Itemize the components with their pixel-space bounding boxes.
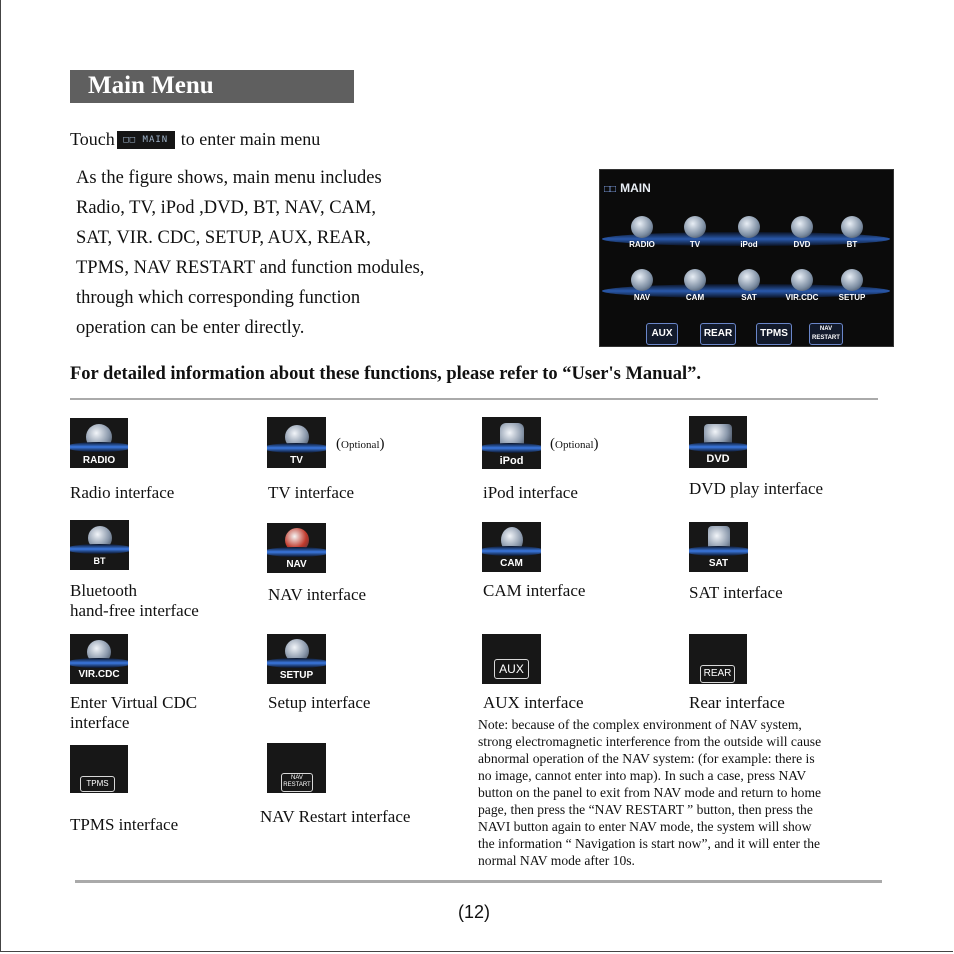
tv-optional-note: (Optional) — [336, 436, 385, 452]
nav-caption: NAV interface — [268, 585, 367, 604]
vircdc-caption-line1: Enter Virtual CDC — [70, 693, 198, 712]
nav-restart-tile — [267, 743, 326, 793]
ipod-tile — [482, 417, 541, 469]
rear-tile-label: REAR — [700, 665, 735, 683]
radio-tile — [70, 418, 128, 468]
screen-rear-button: REAR — [700, 323, 736, 345]
main-button-image: □□ MAIN — [117, 131, 175, 149]
dvd-tile — [689, 416, 747, 468]
nav-note — [478, 716, 878, 869]
setup-tile-label: SETUP — [279, 670, 314, 681]
screen-vircdc-icon: VIR.CDC — [780, 269, 824, 302]
ipod-optional-note: (Optional) — [550, 436, 599, 452]
intro-line: SAT, VIR. CDC, SETUP, AUX, REAR, — [76, 228, 371, 248]
note-line: strong electromagnetic interference from the outside will cause — [478, 734, 822, 749]
screen-bt-icon: BT — [834, 216, 870, 249]
vircdc-tile-label: VIR.CDC — [78, 669, 120, 680]
radio-caption: Radio interface — [70, 483, 175, 502]
vircdc-caption-line2: interface — [70, 713, 130, 732]
bt-caption-line1: Bluetooth — [70, 581, 138, 600]
intro-line: operation can be enter directly. — [76, 318, 305, 338]
screen-tpms-button: TPMS — [756, 323, 792, 345]
bt-tile-label: BT — [93, 556, 106, 566]
intro-line: Radio, TV, iPod ,DVD, BT, NAV, CAM, — [76, 198, 376, 218]
footer-divider — [75, 880, 882, 883]
cam-caption: CAM interface — [483, 581, 586, 600]
rear-tile — [689, 634, 747, 684]
touch-suffix: to enter main menu — [180, 129, 321, 149]
screen-cam-icon: CAM — [677, 269, 713, 302]
screen-title-text: MAIN — [620, 181, 651, 195]
page-number-value: 12 — [464, 902, 485, 922]
nav-restart-tile-label: NAV RESTART — [281, 773, 313, 792]
aux-caption: AUX interface — [483, 693, 584, 712]
nav-restart-caption: NAV Restart interface — [260, 807, 411, 826]
screen-radio-icon: RADIO — [624, 216, 660, 249]
screen-nav-restart-button: NAV RESTART — [809, 323, 843, 345]
bt-tile — [70, 520, 129, 570]
divider — [70, 398, 878, 400]
main-icon: □□ — [604, 184, 617, 195]
screen-ipod-icon: iPod — [731, 216, 767, 249]
tv-tile — [267, 417, 326, 468]
sat-caption: SAT interface — [689, 583, 783, 602]
screen-nav-icon: NAV — [624, 269, 660, 302]
vircdc-tile — [70, 634, 128, 684]
note-line: abnormal operation of the NAV system: (for example: there is — [478, 751, 815, 766]
intro-line: through which corresponding function — [76, 288, 361, 308]
touch-prefix: Touch — [70, 129, 115, 149]
page-number: (12) — [458, 902, 491, 922]
reference-note: For detailed information about these functions, please refer to “User's Manual”. — [70, 364, 702, 384]
intro-line: TPMS, NAV RESTART and function modules, — [76, 258, 425, 278]
cam-tile — [482, 522, 541, 572]
ipod-tile-label: iPod — [499, 455, 524, 467]
tpms-tile-label: TPMS — [80, 776, 115, 792]
touch-instruction — [70, 129, 320, 150]
note-line: the information “ Navigation is start now”, and it will enter the — [478, 836, 821, 851]
note-line: normal NAV mode after 10s. — [478, 853, 635, 868]
screen-tv-icon: TV — [677, 216, 713, 249]
nav-tile-label: NAV — [286, 559, 307, 570]
intro-paragraph — [76, 163, 576, 343]
screen-sat-icon: SAT — [731, 269, 767, 302]
note-line: page, then press the “NAV RESTART ” button, then press the — [478, 802, 813, 817]
cam-tile-label: CAM — [500, 558, 523, 569]
screen-dvd-icon: DVD — [784, 216, 820, 249]
dvd-caption: DVD play interface — [689, 479, 824, 498]
tpms-tile — [70, 745, 128, 793]
radio-tile-label: RADIO — [82, 455, 116, 466]
tv-tile-label: TV — [290, 455, 303, 466]
tpms-caption: TPMS interface — [70, 815, 179, 834]
aux-tile-label: AUX — [494, 659, 529, 679]
note-line: button on the panel to exit from NAV mode and return to home — [478, 785, 822, 800]
aux-tile — [482, 634, 541, 684]
main-menu-screenshot — [599, 169, 894, 347]
dvd-tile-label: DVD — [706, 453, 730, 465]
ipod-caption: iPod interface — [483, 483, 578, 502]
section-title: Main Menu — [88, 72, 214, 99]
section-title-bar — [70, 70, 354, 103]
sat-tile — [689, 522, 748, 572]
note-line: Note: because of the complex environment of NAV system, — [478, 717, 802, 732]
setup-tile — [267, 634, 326, 684]
note-line: NAVI button again to enter NAV mode, the system will show — [478, 819, 812, 834]
bt-caption-line2: hand-free interface — [70, 601, 199, 620]
note-line: no image, cannot enter into map). In such a case, press NAV — [478, 768, 807, 783]
screen-aux-button: AUX — [646, 323, 678, 345]
tv-caption: TV interface — [268, 483, 355, 502]
screen-setup-icon: SETUP — [832, 269, 872, 302]
nav-tile — [267, 523, 326, 573]
rear-caption: Rear interface — [689, 693, 785, 712]
intro-line: As the figure shows, main menu includes — [76, 168, 382, 188]
screen-title — [604, 181, 651, 195]
setup-caption: Setup interface — [268, 693, 371, 712]
sat-tile-label: SAT — [708, 558, 729, 569]
